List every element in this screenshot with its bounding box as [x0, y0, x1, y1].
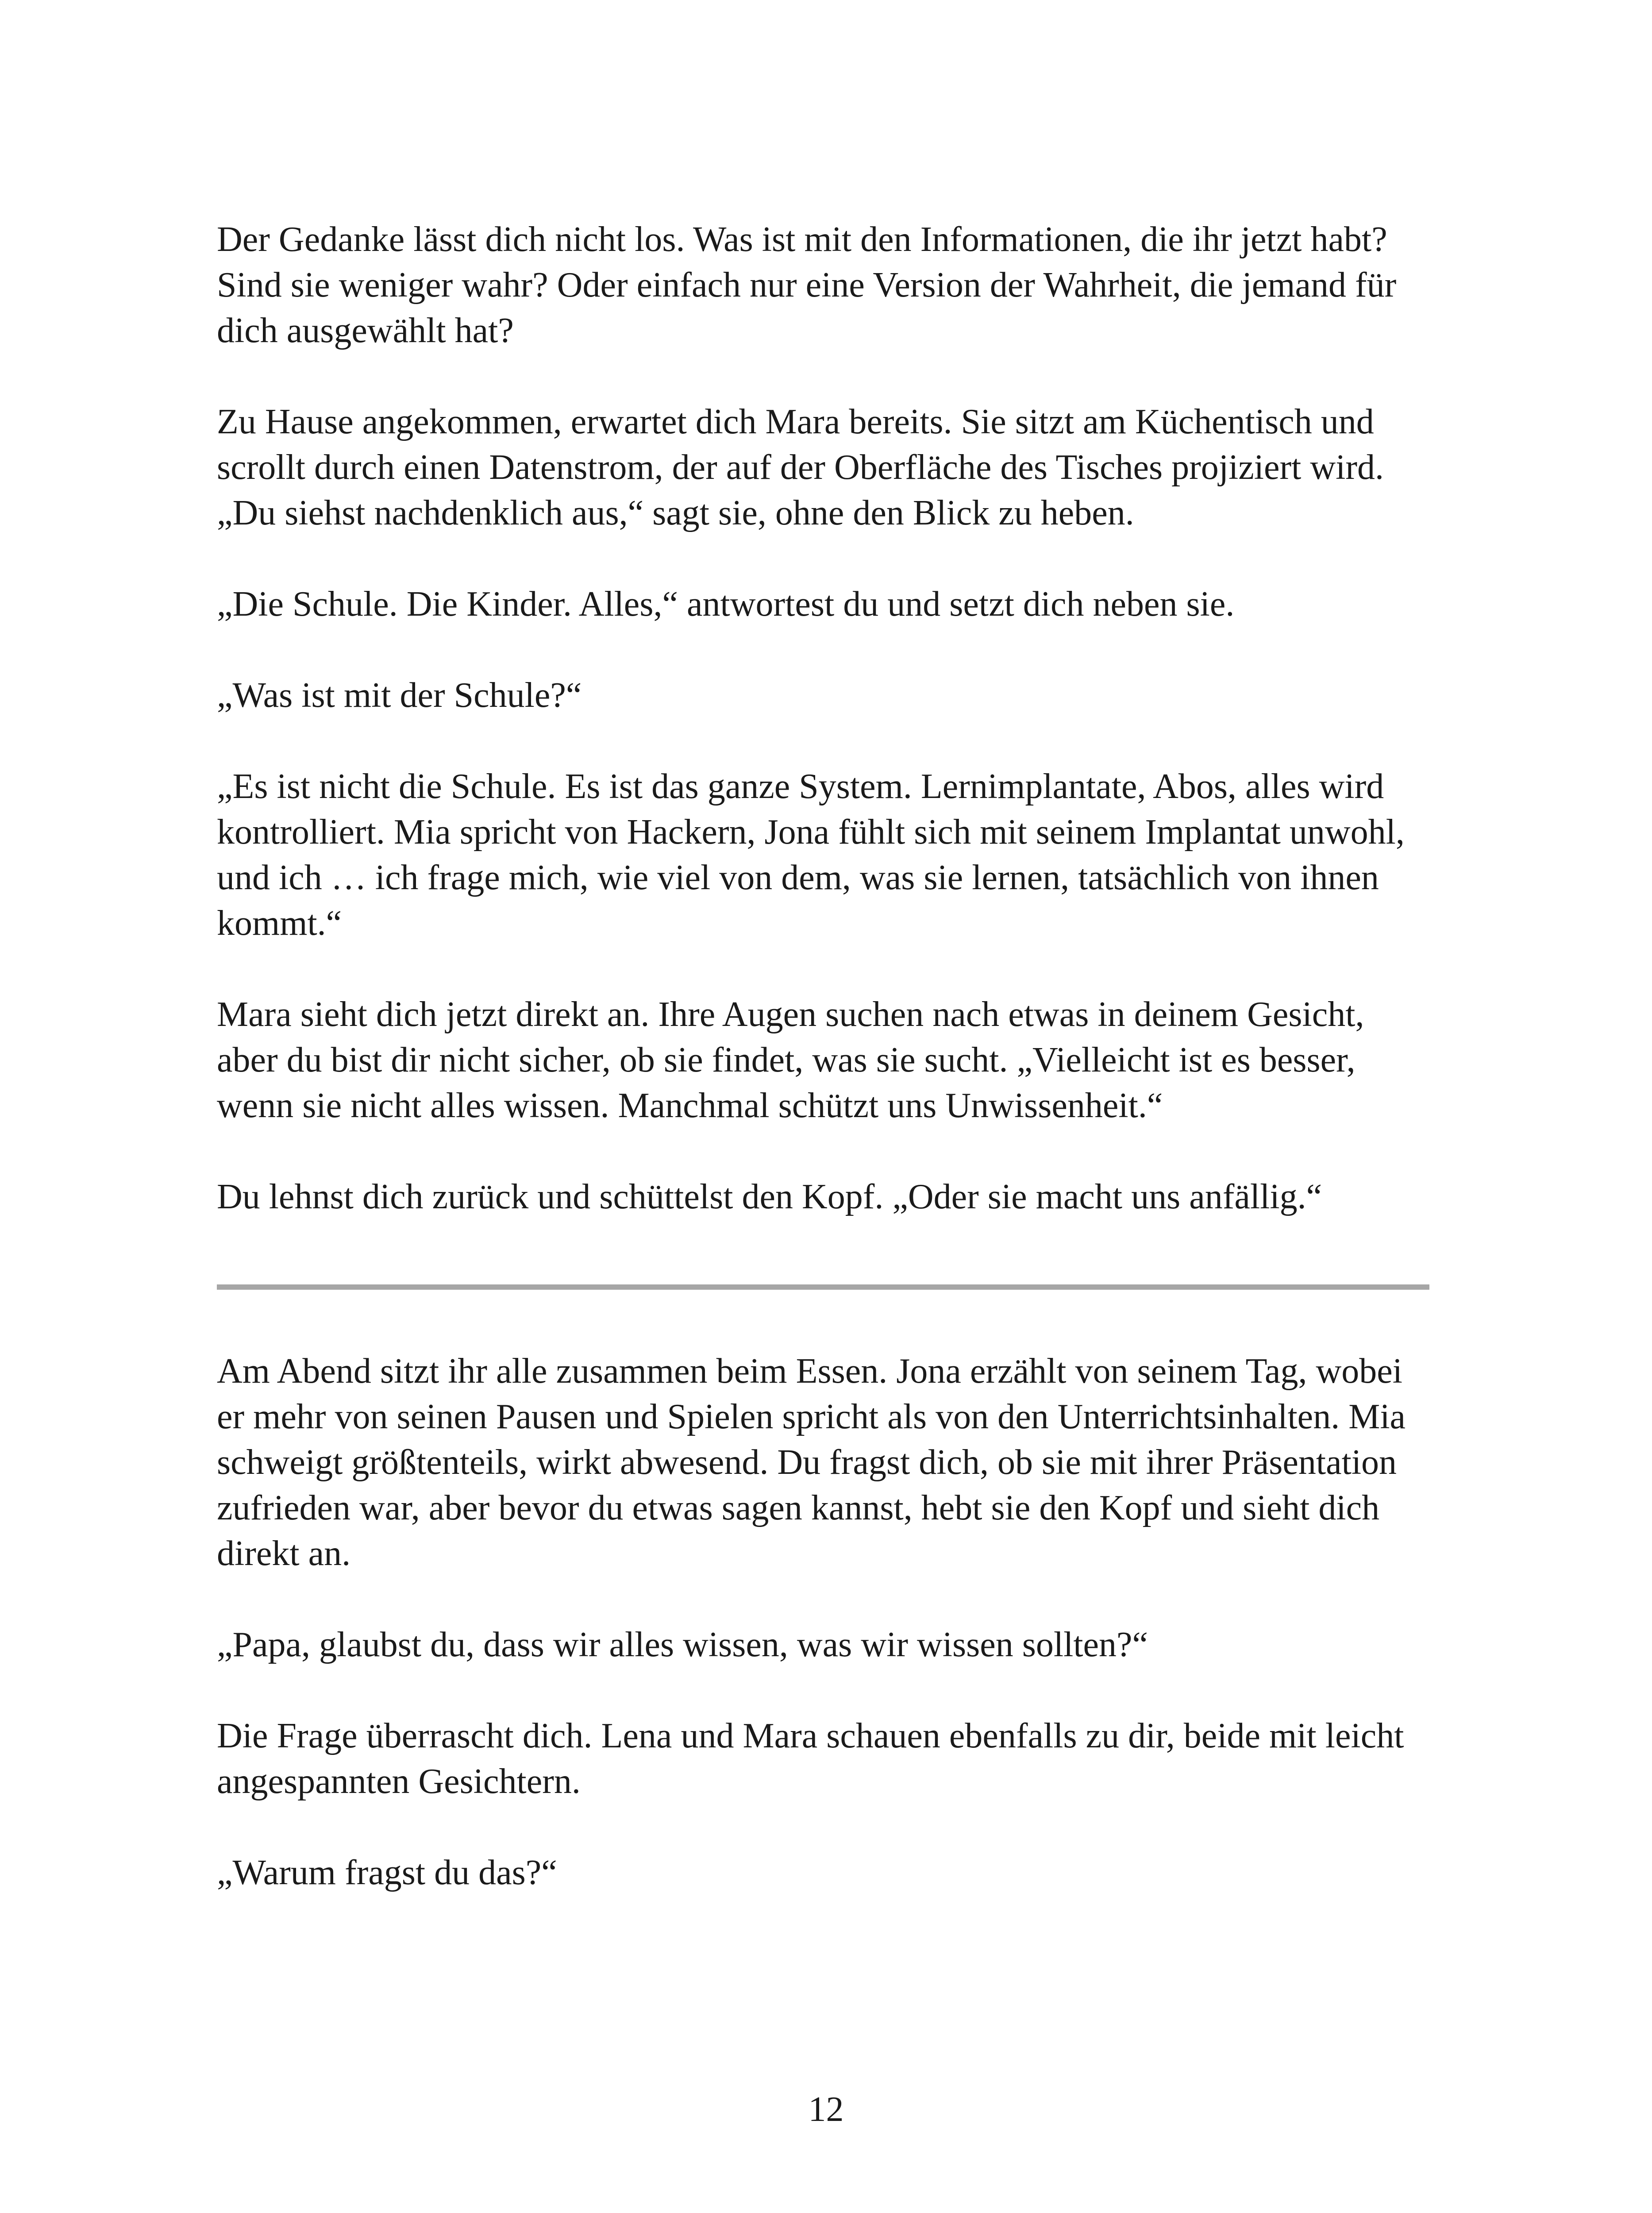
paragraph: „Was ist mit der Schule?“ [217, 676, 582, 715]
paragraph: „Warum fragst du das?“ [217, 1853, 557, 1892]
paragraph: Zu Hause angekommen, erwartet dich Mara bereits. Sie sitzt am Küchentisch und scrollt durch einen Datenstrom, der auf der Oberfläche des Tisches projiziert wird. „Du siehst nachdenklich aus,“ sagt sie, ohne den Blick zu heben. [217, 402, 1384, 532]
section-divider [217, 1284, 1429, 1290]
paragraph: Die Frage überrascht dich. Lena und Mara schauen ebenfalls zu dir, beide mit leicht angespannten Gesichtern. [217, 1716, 1404, 1801]
paragraph: Du lehnst dich zurück und schüttelst den Kopf. „Oder sie macht uns anfällig.“ [217, 1177, 1322, 1216]
page-body [217, 217, 1429, 1896]
paragraph: „Papa, glaubst du, dass wir alles wissen, was wir wissen sollten?“ [217, 1625, 1148, 1664]
paragraph: „Es ist nicht die Schule. Es ist das ganze System. Lernimplantate, Abos, alles wird kontrolliert. Mia spricht von Hackern, Jona fühlt sich mit seinem Implantat unwohl, und ich … ich frage mich, wie viel von dem, was sie lernen, tatsächlich von ihnen kommt.“ [217, 767, 1405, 943]
paragraph: Am Abend sitzt ihr alle zusammen beim Essen. Jona erzählt von seinem Tag, wobei er mehr von seinen Pausen und Spielen spricht als von den Unterrichtsinhalten. Mia schweigt größtenteils, wirkt abwesend. Du fragst dich, ob sie mit ihrer Präsentation zufrieden war, aber bevor du etwas sagen kannst, hebt sie den Kopf und sieht dich direkt an. [217, 1352, 1406, 1573]
paragraph: Der Gedanke lässt dich nicht los. Was ist mit den Informationen, die ihr jetzt habt? Sind sie weniger wahr? Oder einfach nur eine Version der Wahrheit, die jemand für dich ausgewählt hat? [217, 220, 1397, 350]
paragraph: Mara sieht dich jetzt direkt an. Ihre Augen suchen nach etwas in deinem Gesicht, aber du bist dir nicht sicher, ob sie findet, was sie sucht. „Vielleicht ist es besser, wenn sie nicht alles wissen. Manchmal schützt uns Unwissenheit.“ [217, 995, 1364, 1125]
page-number: 12 [808, 2090, 844, 2129]
paragraph: „Die Schule. Die Kinder. Alles,“ antwortest du und setzt dich neben sie. [217, 585, 1235, 624]
